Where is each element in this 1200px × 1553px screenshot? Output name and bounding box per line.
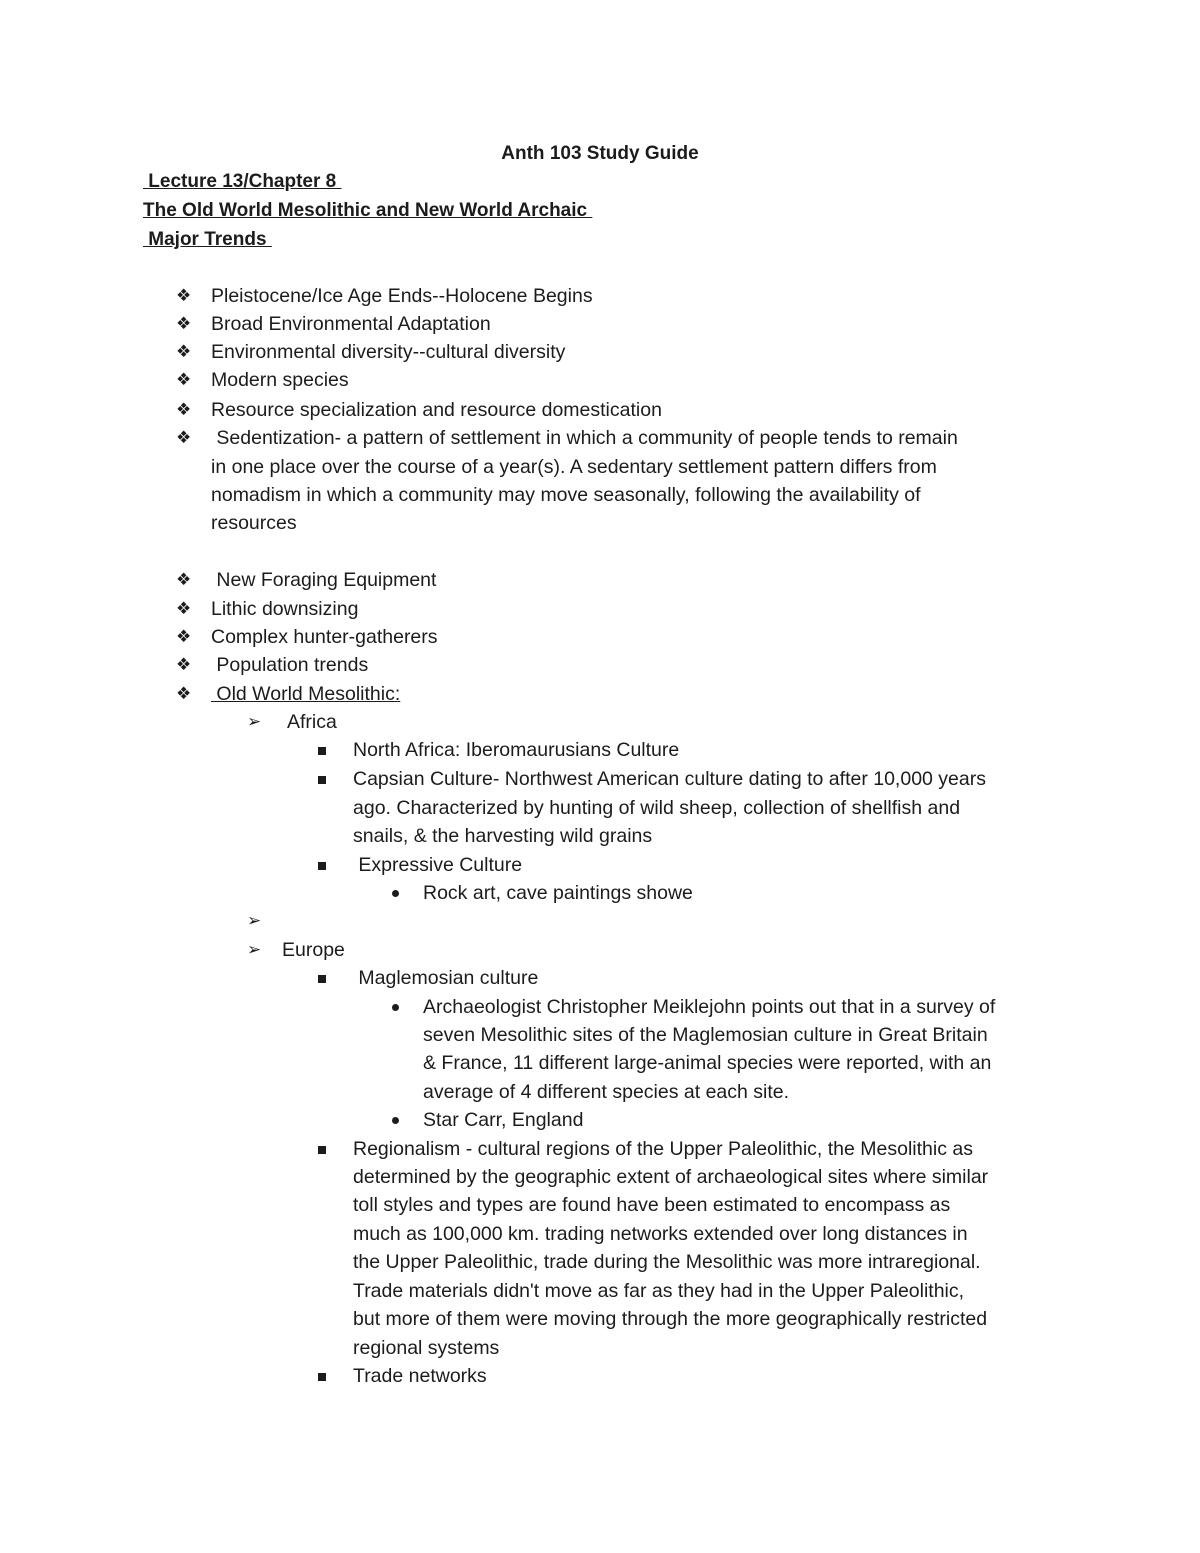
sedentization-line: Sedentization- a pattern of settlement in which a community of people tends to remain xyxy=(211,427,958,449)
diamond-bullet-icon: ❖ xyxy=(176,428,192,447)
square-bullet-icon xyxy=(318,862,326,870)
capsian-line: snails, & the harvesting wild grains xyxy=(353,825,653,847)
square-bullet-icon xyxy=(318,1146,326,1154)
list-item: Modern species xyxy=(211,369,349,391)
diamond-bullet-icon: ❖ xyxy=(176,400,192,419)
list-item: Maglemosian culture xyxy=(353,967,539,989)
list-item: North Africa: Iberomaurusians Culture xyxy=(353,739,680,761)
square-bullet-icon xyxy=(318,747,326,755)
square-bullet-icon xyxy=(318,975,326,983)
diamond-bullet-icon: ❖ xyxy=(176,627,192,646)
diamond-bullet-icon: ❖ xyxy=(176,684,192,703)
arrow-bullet-icon: ➢ xyxy=(247,712,262,731)
regionalism-line: Trade materials didn't move as far as they had in the Upper Paleolithic, xyxy=(353,1280,965,1302)
regionalism-line: determined by the geographic extent of archaeological sites where similar xyxy=(353,1166,989,1188)
meiklejohn-line: Archaeologist Christopher Meiklejohn points out that in a survey of xyxy=(423,996,996,1018)
old-world-heading: Old World Mesolithic: xyxy=(211,683,401,705)
square-bullet-icon xyxy=(318,1373,326,1381)
section-subtitle: The Old World Mesolithic and New World Archaic xyxy=(143,200,593,221)
list-item: Expressive Culture xyxy=(353,854,523,876)
major-trends-heading: Major Trends xyxy=(143,229,272,250)
diamond-bullet-icon: ❖ xyxy=(176,342,192,361)
regionalism-line: Regionalism - cultural regions of the Upper Paleolithic, the Mesolithic as xyxy=(353,1138,973,1160)
list-item: Complex hunter-gatherers xyxy=(211,626,438,648)
page-title: Anth 103 Study Guide xyxy=(501,143,699,164)
sedentization-line: nomadism in which a community may move seasonally, following the availability of xyxy=(211,484,921,506)
diamond-bullet-icon: ❖ xyxy=(176,655,192,674)
list-item: Lithic downsizing xyxy=(211,598,359,620)
list-item: Population trends xyxy=(211,654,369,676)
list-item: Resource specialization and resource domestication xyxy=(211,399,662,421)
africa-label: Africa xyxy=(287,711,337,733)
sedentization-line: resources xyxy=(211,512,297,534)
list-item: Environmental diversity--cultural diversity xyxy=(211,341,566,363)
dot-bullet-icon xyxy=(392,1004,399,1011)
regionalism-line: toll styles and types are found have been estimated to encompass as xyxy=(353,1194,951,1216)
list-item: Trade networks xyxy=(353,1365,487,1387)
square-bullet-icon xyxy=(318,776,326,784)
diamond-bullet-icon: ❖ xyxy=(176,314,192,333)
diamond-bullet-icon: ❖ xyxy=(176,370,192,389)
capsian-line: ago. Characterized by hunting of wild sheep, collection of shellfish and xyxy=(353,797,961,819)
europe-label: Europe xyxy=(282,939,345,961)
list-item: Pleistocene/Ice Age Ends--Holocene Begins xyxy=(211,285,593,307)
arrow-bullet-icon: ➢ xyxy=(247,940,262,959)
regionalism-line: but more of them were moving through the more geographically restricted xyxy=(353,1308,988,1330)
diamond-bullet-icon: ❖ xyxy=(176,570,192,589)
diamond-bullet-icon: ❖ xyxy=(176,599,192,618)
list-item: Star Carr, England xyxy=(423,1109,584,1131)
list-item: New Foraging Equipment xyxy=(211,569,437,591)
diamond-bullet-icon: ❖ xyxy=(176,286,192,305)
dot-bullet-icon xyxy=(392,1117,399,1124)
arrow-bullet-icon: ➢ xyxy=(247,911,262,930)
lecture-heading: Lecture 13/Chapter 8 xyxy=(143,171,342,192)
sedentization-line: in one place over the course of a year(s). A sedentary settlement pattern differs from xyxy=(211,456,937,478)
meiklejohn-line: average of 4 different species at each site. xyxy=(423,1081,790,1103)
regionalism-line: the Upper Paleolithic, trade during the Mesolithic was more intraregional. xyxy=(353,1251,981,1273)
meiklejohn-line: & France, 11 different large-animal species were reported, with an xyxy=(423,1052,992,1074)
meiklejohn-line: seven Mesolithic sites of the Maglemosian culture in Great Britain xyxy=(423,1024,988,1046)
regionalism-line: much as 100,000 km. trading networks extended over long distances in xyxy=(353,1223,968,1245)
regionalism-line: regional systems xyxy=(353,1337,500,1359)
list-item: Broad Environmental Adaptation xyxy=(211,313,491,335)
capsian-line: Capsian Culture- Northwest American culture dating to after 10,000 years xyxy=(353,768,986,790)
list-item: Rock art, cave paintings showe xyxy=(423,882,693,904)
dot-bullet-icon xyxy=(392,890,399,897)
